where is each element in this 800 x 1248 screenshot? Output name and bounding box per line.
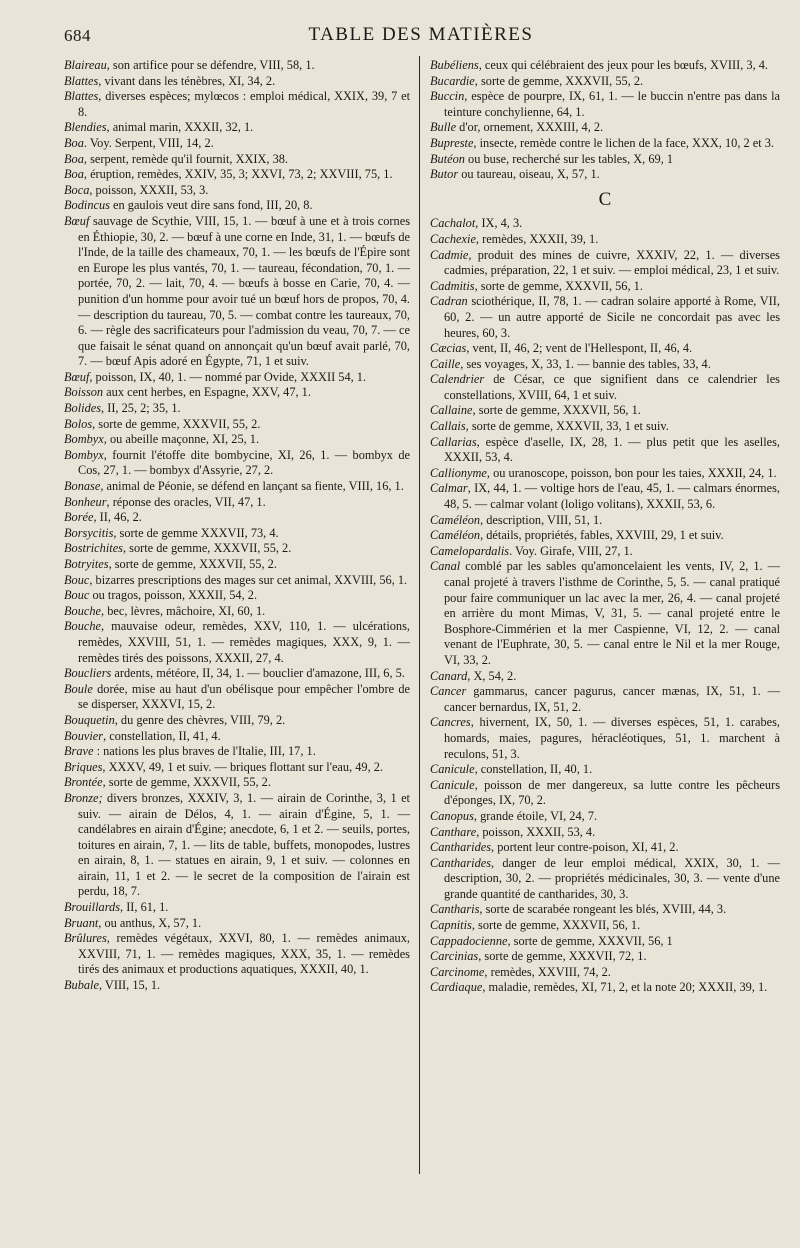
index-entry: [64, 510, 410, 526]
entry-headword: Bupreste: [430, 135, 474, 150]
entry-references: , espèce d'aselle, IX, 28, 1. — plus petit que les aselles, XXXII, 53, 4.: [444, 434, 780, 465]
entry-headword: Bouc: [64, 572, 90, 587]
entry-headword: Callais: [430, 419, 466, 434]
entry-headword: Bronze;: [64, 790, 103, 805]
index-entry: [430, 89, 780, 120]
entry-headword: Bombyx: [64, 432, 104, 447]
entry-headword: Callaine: [430, 403, 473, 418]
entry-headword: Briques: [64, 759, 103, 774]
entry-references: , hivernent, IX, 50, 1. — diverses espèces, 51, 1. carabes, homards, maies, pagures, héracléotiques, 51, 1. marchent à reculons, 51, 3.: [444, 715, 780, 761]
entry-headword: Camelopardalis: [430, 543, 510, 558]
entry-headword: Boucliers: [64, 666, 112, 681]
entry-headword: Bouche: [64, 603, 102, 618]
index-entry: [64, 479, 410, 495]
entry-headword: Callionyme: [430, 465, 487, 480]
entry-references: , remèdes, XXXII, 39, 1.: [475, 231, 599, 246]
index-entry: [430, 684, 780, 715]
index-entry: [430, 466, 780, 482]
entry-references: , II, 46, 2.: [93, 510, 142, 525]
entry-headword: Cadmie: [430, 247, 469, 262]
entry-references: , ou uranoscope, poisson, bon pour les taies, XXXII, 24, 1.: [486, 465, 777, 480]
entry-references: , ou anthus, X, 57, 1.: [98, 915, 202, 930]
entry-headword: Botryites: [64, 557, 109, 571]
index-entry: [430, 372, 780, 403]
entry-headword: Callarias: [430, 434, 477, 449]
index-entry: [64, 183, 410, 199]
entry-references: , sorte de gemme, XXXVII, 55, 2.: [102, 775, 271, 790]
entry-headword: Bonase: [64, 479, 101, 494]
entry-references: , poisson de mer dangereux, sa lutte contre les pêcheurs d'éponges, IX, 70, 2.: [444, 777, 780, 808]
entry-headword: Capnitis: [430, 918, 472, 933]
entry-references: . Voy. Serpent, VIII, 14, 2.: [83, 135, 214, 150]
index-entry: [430, 152, 780, 168]
index-entry: [64, 495, 410, 511]
entry-references: , sorte de gemme, XXXVII, 72, 1.: [478, 949, 647, 964]
index-entry: [64, 931, 410, 978]
entry-references: de César, ce que signifient dans ce calendrier les constellations, XVIII, 64, 1 et suiv.: [444, 372, 780, 402]
entry-references: aux cent herbes, en Espagne, XXV, 47, 1.: [103, 385, 311, 400]
entry-headword: Boca: [64, 182, 90, 197]
entry-references: en gaulois veut dire sans fond, III, 20, 8.: [109, 198, 313, 213]
entry-references: , IX, 4, 3.: [475, 216, 523, 231]
index-entry: [430, 965, 780, 981]
index-entry: [64, 619, 410, 666]
index-entry: [64, 152, 410, 168]
entry-references: ou tragos, poisson, XXXII, 54, 2.: [89, 588, 258, 603]
entry-headword: Bubale: [64, 978, 99, 993]
entry-headword: Bodincus: [64, 198, 110, 213]
entry-references: , ses voyages, X, 33, 1. — bannie des tables, 33, 4.: [460, 356, 711, 371]
entry-headword: Buccin: [430, 89, 465, 104]
entry-references: comblé par les sables qu'amoncelaient les vents, IV, 2, 1. — canal projeté à travers l'isthme de Corinthe, 5, 5. — canal pratiqué pour faire communiquer un lac avec la mer, 26, 4. — canal projeté en arrière du mont Mimas, V, 31, 5. — canal projeté entre le Bosphore-Cimmérien et la mer Caspienne, VI, 12, 2. — canal venant de l'Euphrate, 30, 5. — canal entre le Nil et la mer Rouge, VI, 33, 2.: [444, 559, 780, 667]
entry-references: gammarus, cancer pagurus, cancer mænas, IX, 51, 1. — cancer bernardus, IX, 51, 2.: [444, 684, 780, 714]
index-entry: [430, 544, 780, 560]
entry-headword: Cachalot: [430, 216, 476, 231]
entry-references: , mauvaise odeur, remèdes, XXV, 110, 1. — ulcérations, remèdes, XXVIII, 51, 1. — remèdes magiques, XXX, 9, 1. — remèdes tirés des poissons, XXXII, 27, 4.: [78, 619, 410, 665]
index-entry: [430, 74, 780, 90]
entry-headword: Boa: [64, 167, 84, 182]
entry-headword: Bouvier: [64, 728, 104, 743]
entry-headword: Cadmitis: [430, 278, 475, 293]
entry-references: divers bronzes, XXXIV, 3, 1. — airain de Corinthe, 3, 1 et suiv. — airain de Délos, 4, 1. — airain d'Égine, 5, 1. — candélabres en airain d'Égine; anecdote, 6, 1 et 2. — seuils, portes, toitures en airain, 7, 1. — lits de table, buffets, monopodes, lustres en airain, 8, 1. — statues en airain, 9, 1 et suiv. — colonnes en airain, 11, 1 et 2. — le secret de la composition de l'airain est perdu, 18, 7.: [78, 790, 410, 899]
index-entry: [430, 949, 780, 965]
entry-references: , poisson, XXXII, 53, 3.: [89, 182, 209, 197]
index-entry: [64, 791, 410, 900]
index-entry: [430, 136, 780, 152]
index-entry: [430, 902, 780, 918]
index-entry: [64, 744, 410, 760]
index-entry: [64, 978, 410, 994]
entry-references: sciothérique, II, 78, 1. — cadran solaire apporté à Rome, VII, 60, 2. — un autre apporté de Sicile ne concordait pas avec les heures, 60, 3.: [444, 294, 780, 340]
index-entry: [430, 481, 780, 512]
index-entry: [64, 417, 410, 433]
entry-references: , poisson, XXXII, 53, 4.: [476, 824, 596, 839]
entry-headword: Cantharides: [430, 840, 492, 855]
entry-headword: Caméléon: [430, 512, 481, 527]
index-entry: [64, 713, 410, 729]
index-entry: [64, 448, 410, 479]
entry-references: , sorte de gemme, XXXVII, 55, 2.: [474, 73, 644, 88]
entry-headword: Calmar: [430, 481, 468, 496]
entry-references: , II, 25, 2; 35, 1.: [101, 401, 181, 416]
index-entry: [64, 588, 410, 604]
entry-headword: Butéon: [430, 151, 465, 166]
index-entry: [64, 167, 410, 183]
entry-references: , fournit l'étoffe dite bombycine, XI, 26, 1. — bombyx de Cos, 27, 1. — bombyx d'Assyrie, 27, 2.: [78, 447, 410, 478]
entry-references: , X, 54, 2.: [467, 668, 517, 683]
index-entry: [64, 370, 410, 386]
index-entry: [64, 557, 410, 573]
entry-references: , espèce de pourpre, IX, 61, 1. — le buccin n'entre pas dans la teinture conchylienne, 64, 1.: [444, 89, 780, 119]
entry-references: , remèdes, XXVIII, 74, 2.: [484, 964, 611, 979]
entry-headword: Caméléon: [430, 528, 481, 543]
page-number: 684: [64, 26, 91, 45]
entry-references: sauvage de Scythie, VIII, 15, 1. — bœuf à une et à trois cornes en Éthiopie, 30, 2. — bœuf à une corne en Inde, 31, 1. — bœufs de l'Inde, de la taille des chameaux, 70, 1. — les bœufs de l'Épire sont en Europe les plus vantés, 70, 1. — taureau, fécondation, 70, 1. — portée, 70, 2. — lait, 70, 4. — bœufs à bosse en Carie, 70, 4. — punition d'un homme pour avoir tué un bœuf hors de propos, 70, 4. — description du taureau, 70, 5. — combat contre les taureaux, 70, 6. — règle des sacrificateurs pour l'admission du veau, 70, 7. — ce que faisait le sénat quand on annonçait qu'un bœuf avait parlé, 70, 7. — bœuf Apis adoré en Égypte, 71, 1 et suiv.: [78, 213, 410, 369]
entry-references: , bizarres prescriptions des mages sur cet animal, XXVIII, 56, 1.: [89, 572, 408, 587]
entry-references: , éruption, remèdes, XXIV, 35, 3; XXVI, 73, 2; XXVIII, 75, 1.: [83, 167, 393, 182]
index-entry: [64, 74, 410, 90]
index-entry: [64, 385, 410, 401]
index-entry: [430, 341, 780, 357]
entry-headword: Cantharis: [430, 902, 480, 917]
index-entry: [430, 980, 780, 996]
entry-references: , VIII, 15, 1.: [98, 978, 161, 993]
entry-headword: Calendrier: [430, 372, 485, 387]
entry-headword: Carcinome: [430, 964, 485, 979]
entry-references: , serpent, remède qu'il fournit, XXIX, 38.: [83, 151, 289, 166]
index-entry: [430, 357, 780, 373]
entry-references: , animal de Péonie, se défend en lançant sa fiente, VIII, 16, 1.: [100, 479, 404, 494]
entry-references: , sorte de gemme, XXXVII, 33, 1 et suiv.: [465, 419, 669, 434]
entry-headword: Canal: [430, 559, 461, 574]
entry-references: , poisson, IX, 40, 1. — nommé par Ovide, XXXII 54, 1.: [89, 369, 367, 384]
entry-references: , son artifice pour se défendre, VIII, 58, 1.: [106, 58, 315, 72]
entry-references: , portent leur contre-poison, XI, 41, 2.: [491, 840, 679, 855]
entry-headword: Bouc: [64, 588, 90, 603]
entry-references: , diverses espèces; mylœcos : emploi médical, XXIX, 39, 7 et 8.: [78, 89, 410, 119]
entry-headword: Cancres: [430, 715, 471, 730]
entry-references: , insecte, remède contre le lichen de la face, XXX, 10, 2 et 3.: [473, 135, 774, 150]
entry-references: , danger de leur emploi médical, XXIX, 30, 1. — description, 30, 2. — propriétés médicinales, 30, 3. — vente d'une grande quantité de cantharides, 30, 3.: [444, 855, 780, 901]
index-entry: [64, 682, 410, 713]
entry-references: , sorte de gemme, XXXVII, 55, 2.: [122, 541, 292, 556]
index-entry: [64, 198, 410, 214]
entry-headword: Cachexie: [430, 231, 476, 246]
entry-references: , II, 61, 1.: [120, 900, 169, 915]
entry-references: , remèdes végétaux, XXVI, 80, 1. — remèdes animaux, XXVIII, 71, 1. — remèdes magiques, XXX, 35, 1. — remèdes tirés des animaux et productions aquatiques, XXXII, 40, 1.: [78, 931, 410, 977]
entry-headword: Bouquetin: [64, 712, 115, 727]
entry-references: , bec, lèvres, mâchoire, XI, 60, 1.: [101, 603, 266, 618]
index-entry: [64, 541, 410, 557]
entry-headword: Bostrichites: [64, 541, 123, 556]
entry-headword: Canicule: [430, 762, 475, 777]
entry-references: , sorte de gemme, XXXVII, 56, 1.: [471, 918, 641, 933]
index-entry: [430, 403, 780, 419]
entry-headword: Bolides: [64, 401, 102, 416]
index-entry: [430, 167, 780, 183]
index-entry: [430, 559, 780, 668]
index-entry: [430, 232, 780, 248]
entry-headword: Canard: [430, 668, 468, 683]
entry-headword: Brontée: [64, 775, 103, 790]
entry-references: , sorte de scarabée rongeant les blés, XVIII, 44, 3.: [479, 902, 727, 917]
entry-headword: Borée: [64, 510, 94, 525]
entry-references: , sorte de gemme, XXXVII, 56, 1: [507, 933, 673, 948]
index-entry: [430, 809, 780, 825]
entry-headword: Blattes: [64, 73, 99, 88]
entry-headword: Cappadocienne: [430, 933, 508, 948]
entry-headword: Boa: [64, 151, 84, 166]
entry-headword: Cadran: [430, 294, 468, 309]
index-entry: [430, 934, 780, 950]
section-letter: C: [598, 188, 612, 210]
index-entry: [64, 214, 410, 370]
index-entry: [430, 513, 780, 529]
index-entry: [430, 778, 780, 809]
entry-references: , constellation, II, 40, 1.: [474, 762, 593, 777]
entry-headword: Blendies: [64, 120, 107, 135]
index-entry: [430, 279, 780, 295]
index-entry: [64, 775, 410, 791]
left-index-column: [64, 58, 410, 994]
entry-headword: Cardiaque: [430, 980, 483, 995]
entry-headword: Borsycitis: [64, 525, 114, 540]
entry-headword: Brave: [64, 744, 94, 759]
entry-references: ou buse, recherché sur les tables, X, 69, 1: [464, 151, 674, 166]
entry-headword: Cancer: [430, 684, 467, 699]
entry-references: , ou abeille maçonne, XI, 25, 1.: [103, 432, 260, 447]
entry-headword: Brouillards: [64, 900, 121, 915]
index-entry: [430, 528, 780, 544]
index-entry: [64, 573, 410, 589]
entry-references: , constellation, II, 41, 4.: [103, 728, 221, 743]
entry-references: , détails, propriétés, fables, XXVIII, 29, 1 et suiv.: [480, 528, 724, 543]
entry-headword: Blaireau: [64, 58, 107, 72]
entry-references: d'or, ornement, XXXIII, 4, 2.: [456, 120, 604, 135]
entry-references: . Voy. Girafe, VIII, 27, 1.: [509, 543, 633, 558]
entry-headword: Bouche: [64, 619, 102, 634]
index-entry: [430, 419, 780, 435]
entry-headword: Canopus: [430, 808, 474, 823]
entry-headword: Bolos: [64, 416, 93, 431]
entry-headword: Boisson: [64, 385, 104, 400]
entry-headword: Canicule: [430, 777, 475, 792]
entry-headword: Boule: [64, 681, 93, 696]
entry-references: : nations les plus braves de l'Italie, III, 17, 1.: [93, 744, 316, 759]
index-section-c: [430, 216, 780, 996]
entry-references: ardents, météore, II, 34, 1. — bouclier d'amazone, III, 6, 5.: [111, 666, 405, 681]
entry-references: , sorte de gemme, XXXVII, 55, 2.: [92, 416, 261, 431]
entry-headword: Cantharides: [430, 855, 492, 870]
entry-headword: Bubéliens: [430, 58, 479, 72]
entry-references: , produit des mines de cuivre, XXXIV, 22, 1. — diverses cadmies, préparation, 22, 1 et suiv. — emploi médical, 23, 1 et suiv.: [444, 247, 780, 278]
index-entry: [430, 856, 780, 903]
index-entry: [64, 604, 410, 620]
entry-headword: Canthare: [430, 824, 477, 839]
index-entry: [430, 825, 780, 841]
entry-headword: Bœuf: [64, 369, 90, 384]
entry-references: ou taureau, oiseau, X, 57, 1.: [458, 167, 600, 182]
index-entry: [64, 136, 410, 152]
page-header: [64, 24, 778, 50]
entry-references: , description, VIII, 51, 1.: [480, 512, 603, 527]
index-entry: [430, 58, 780, 74]
index-entry: [430, 715, 780, 762]
index-entry: [430, 918, 780, 934]
entry-headword: Bœuf: [64, 213, 90, 228]
index-entry: [430, 840, 780, 856]
index-entry: [64, 526, 410, 542]
entry-references: , animal marin, XXXII, 32, 1.: [106, 120, 254, 135]
entry-references: , réponse des oracles, VII, 47, 1.: [106, 494, 266, 509]
index-entry: [64, 432, 410, 448]
index-entry: [64, 120, 410, 136]
index-entry: [64, 58, 410, 74]
running-title: TABLE DES MATIÈRES: [308, 24, 534, 45]
index-section-b-continued: [430, 58, 780, 183]
entry-headword: Bruant: [64, 915, 99, 930]
entry-references: , sorte de gemme, XXXVII, 56, 1.: [472, 403, 641, 418]
entry-references: , maladie, remèdes, XI, 71, 2, et la note 20; XXXII, 39, 1.: [482, 980, 768, 995]
entry-references: dorée, mise au haut d'un obélisque pour empêcher l'ombre de se disperser, XXXVI, 15, 2.: [78, 681, 410, 712]
entry-headword: Bucardie: [430, 73, 475, 88]
entry-references: , XXXV, 49, 1 et suiv. — briques flottant sur l'eau, 49, 2.: [102, 759, 384, 774]
entry-headword: Bombyx: [64, 447, 104, 462]
entry-headword: Bulle: [430, 120, 457, 135]
index-entry: [64, 729, 410, 745]
entry-headword: Caille: [430, 356, 461, 371]
entry-headword: Boa: [64, 135, 84, 150]
index-entry: [64, 89, 410, 120]
index-entry: [430, 762, 780, 778]
entry-references: , sorte de gemme XXXVII, 73, 4.: [113, 525, 279, 540]
index-entry: [64, 401, 410, 417]
index-entry: [430, 248, 780, 279]
entry-references: , ceux qui célébraient des jeux pour les bœufs, XVIII, 3, 4.: [478, 58, 768, 72]
index-entry: [430, 120, 780, 136]
entry-headword: Brûlures: [64, 931, 107, 946]
index-entry: [430, 294, 780, 341]
entry-references: , vent, II, 46, 2; vent de l'Hellespont, II, 46, 4.: [466, 341, 693, 356]
entry-headword: Blattes: [64, 89, 99, 104]
index-entry: [64, 900, 410, 916]
entry-references: , IX, 44, 1. — voltige hors de l'eau, 45, 1. — calmars énormes, 48, 5. — calmar volant (loligo volitans), XXXII, 53, 6.: [444, 481, 780, 512]
index-entry: [64, 760, 410, 776]
entry-headword: Cæcias: [430, 341, 467, 356]
entry-headword: Carcinias: [430, 949, 479, 964]
entry-headword: Bonheur: [64, 494, 107, 509]
index-entry: [64, 666, 410, 682]
index-entry: [430, 669, 780, 685]
index-entry: [64, 916, 410, 932]
entry-references: , sorte de gemme, XXXVII, 56, 1.: [474, 278, 643, 293]
right-index-column: [430, 58, 780, 996]
index-entry: [430, 435, 780, 466]
entry-references: , sorte de gemme, XXXVII, 55, 2.: [108, 557, 277, 571]
entry-references: , du genre des chèvres, VIII, 79, 2.: [114, 712, 286, 727]
entry-references: , vivant dans les ténèbres, XI, 34, 2.: [98, 73, 276, 88]
entry-headword: Butor: [430, 167, 459, 182]
entry-references: , grande étoile, VI, 24, 7.: [473, 808, 598, 823]
index-entry: [430, 216, 780, 232]
column-divider: [419, 56, 420, 1174]
